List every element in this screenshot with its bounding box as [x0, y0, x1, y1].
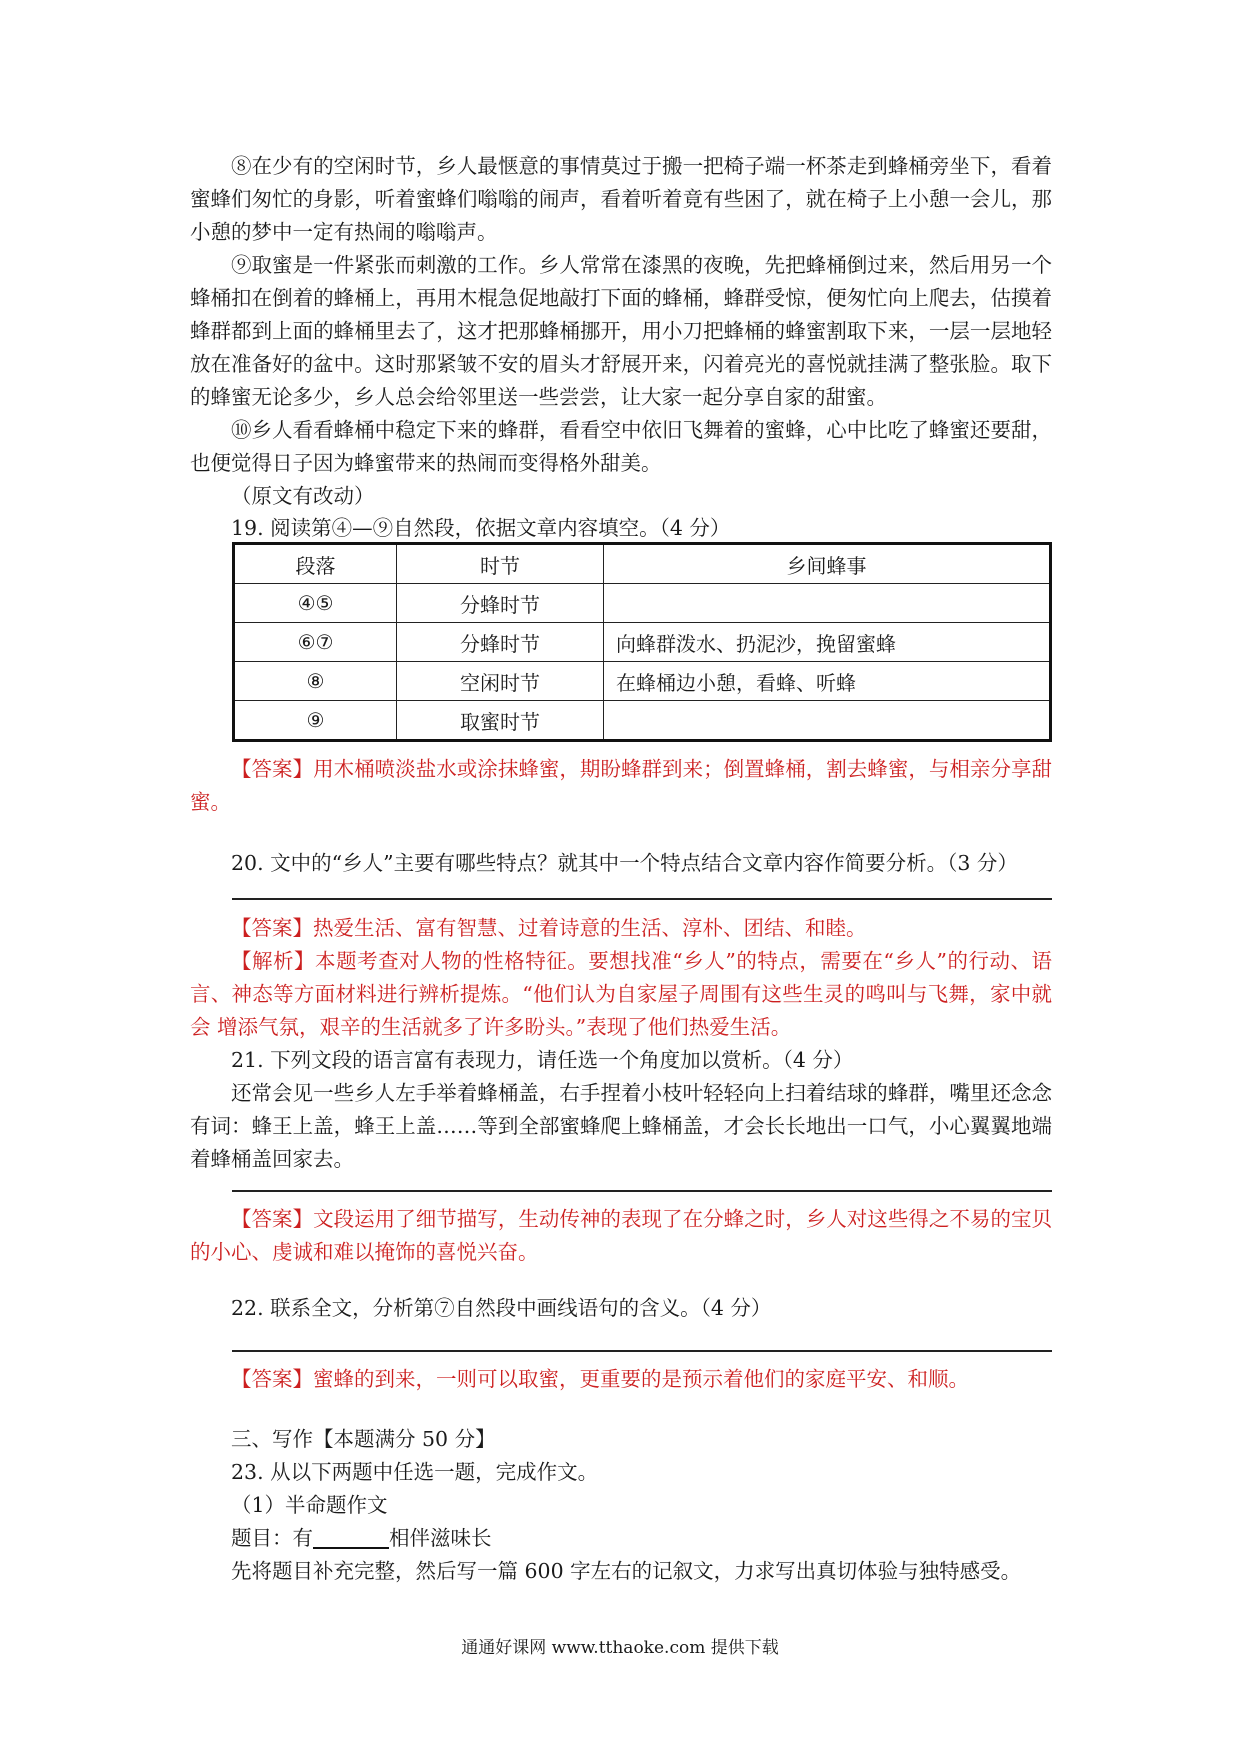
paragraph-9: ⑨取蜜是一件紧张而刺激的工作。乡人常常在漆黑的夜晚，先把蜂桶倒过来，然后用另一个蜂桶扣在倒着的蜂桶上，再用木棍急促地敲打下面的蜂桶，蜂群受惊，便匆忙向上爬去，估摸着蜂群都到上面的蜂桶里去了，这才把那蜂桶挪开，用小刀把蜂桶的蜂蜜割取下来，一层一层地轻放在准备好的盆中。这时那紧皱不安的眉头才舒展开来，闪着亮光的喜悦就挂满了整张脸。取下的蜂蜜无论多少，乡人总会给邻里送一些尝尝，让大家一起分享自家的甜蜜。 — [190, 253, 1052, 409]
question-22-prompt: 22. 联系全文，分析第⑦自然段中画线语句的含义。（4 分） — [231, 1296, 772, 1320]
essay-title-line — [190, 1522, 1052, 1555]
table-header-cell: 乡间蜂事 — [604, 544, 1051, 584]
paragraph-10: ⑩乡人看看蜂桶中稳定下来的蜂群，看看空中依旧飞舞着的蜜蜂，心中比吃了蜂蜜还要甜，也便觉得日子因为蜂蜜带来的热闹而变得格外甜美。 — [190, 418, 1052, 475]
table-cell: 向蜂群泼水、扔泥沙，挽留蜜蜂 — [604, 623, 1051, 662]
answer-line — [232, 1350, 1052, 1352]
table-header-row — [234, 544, 1051, 584]
question-20-prompt: 20. 文中的“乡人”主要有哪些特点？就其中一个特点结合文章内容作简要分析。（3 分） — [231, 851, 1018, 875]
table-cell: ⑧ — [234, 662, 397, 701]
table-header-cell: 时节 — [397, 544, 604, 584]
table-row — [234, 662, 1051, 701]
question-19-answer: 【答案】用木桶喷淡盐水或涂抹蜂蜜，期盼蜂群到来；倒置蜂桶，割去蜂蜜，与相亲分享甜蜜。 — [190, 757, 1052, 814]
essay-title-suffix: 相伴滋味长 — [389, 1526, 492, 1550]
title-blank — [313, 1525, 389, 1549]
table-cell — [604, 584, 1051, 623]
table-cell: 取蜜时节 — [397, 701, 604, 741]
answer-line — [232, 1190, 1052, 1192]
answer-line — [232, 898, 1052, 900]
page-footer: 通通好课网 www.tthaoke.com 提供下载 — [461, 1638, 779, 1658]
question-20-analysis: 【解析】本题考查对人物的性格特征。要想找准“乡人”的特点，需要在“乡人”的行动、语言、神态等方面材料进行辨析提炼。“他们认为自家屋子周围有这些生灵的鸣叫与飞舞，家中就会 增添气氛，艰辛的生活就多了许多盼头。”表现了他们热爱生活。 — [190, 949, 1052, 1039]
table-row — [234, 701, 1051, 741]
question-23-prompt: 23. 从以下两题中任选一题，完成作文。 — [231, 1460, 599, 1484]
writing-instruction: 先将题目补充完整，然后写一篇 600 字左右的记叙文，力求写出真切体验与独特感受。 — [231, 1559, 1022, 1583]
table-cell: ⑨ — [234, 701, 397, 741]
table-cell — [604, 701, 1051, 741]
question-20-answer: 【答案】热爱生活、富有智慧、过着诗意的生活、淳朴、团结、和睦。 — [231, 916, 867, 940]
table-cell: ④⑤ — [234, 584, 397, 623]
table-row — [234, 623, 1051, 662]
table-cell: 分蜂时节 — [397, 623, 604, 662]
table-cell: 分蜂时节 — [397, 584, 604, 623]
table-cell: ⑥⑦ — [234, 623, 397, 662]
question-21-passage: 还常会见一些乡人左手举着蜂桶盖，右手捏着小枝叶轻轻向上扫着结球的蜂群，嘴里还念念有词：蜂王上盖，蜂王上盖……等到全部蜜蜂爬上蜂桶盖，才会长长地出一口气，小心翼翼地端着蜂桶盖回家去。 — [190, 1081, 1052, 1171]
table-cell: 在蜂桶边小憩，看蜂、听蜂 — [604, 662, 1051, 701]
question-21-prompt: 21. 下列文段的语言富有表现力，请任选一个角度加以赏析。（4 分） — [231, 1048, 854, 1072]
bee-events-table — [232, 542, 1052, 742]
paragraph-8: ⑧在少有的空闲时节，乡人最惬意的事情莫过于搬一把椅子端一杯茶走到蜂桶旁坐下，看着蜜蜂们匆忙的身影，听着蜜蜂们嗡嗡的闹声，看着听着竟有些困了，就在椅子上小憩一会儿，那小憩的梦中一定有热闹的嗡嗡声。 — [190, 154, 1052, 244]
writing-section-heading: 三、写作【本题满分 50 分】 — [231, 1427, 496, 1451]
essay-title-prefix: 题目：有 — [231, 1526, 313, 1550]
table-cell: 空闲时节 — [397, 662, 604, 701]
writing-option-1: （1）半命题作文 — [231, 1493, 388, 1517]
table-row — [234, 584, 1051, 623]
question-19-prompt: 19. 阅读第④—⑨自然段，依据文章内容填空。（4 分） — [231, 516, 731, 540]
table-header-cell: 段落 — [234, 544, 397, 584]
revision-note: （原文有改动） — [231, 484, 375, 508]
question-22-answer: 【答案】蜜蜂的到来，一则可以取蜜，更重要的是预示着他们的家庭平安、和顺。 — [231, 1367, 969, 1391]
question-21-answer: 【答案】文段运用了细节描写，生动传神的表现了在分蜂之时，乡人对这些得之不易的宝贝的小心、虔诚和难以掩饰的喜悦兴奋。 — [190, 1207, 1052, 1264]
